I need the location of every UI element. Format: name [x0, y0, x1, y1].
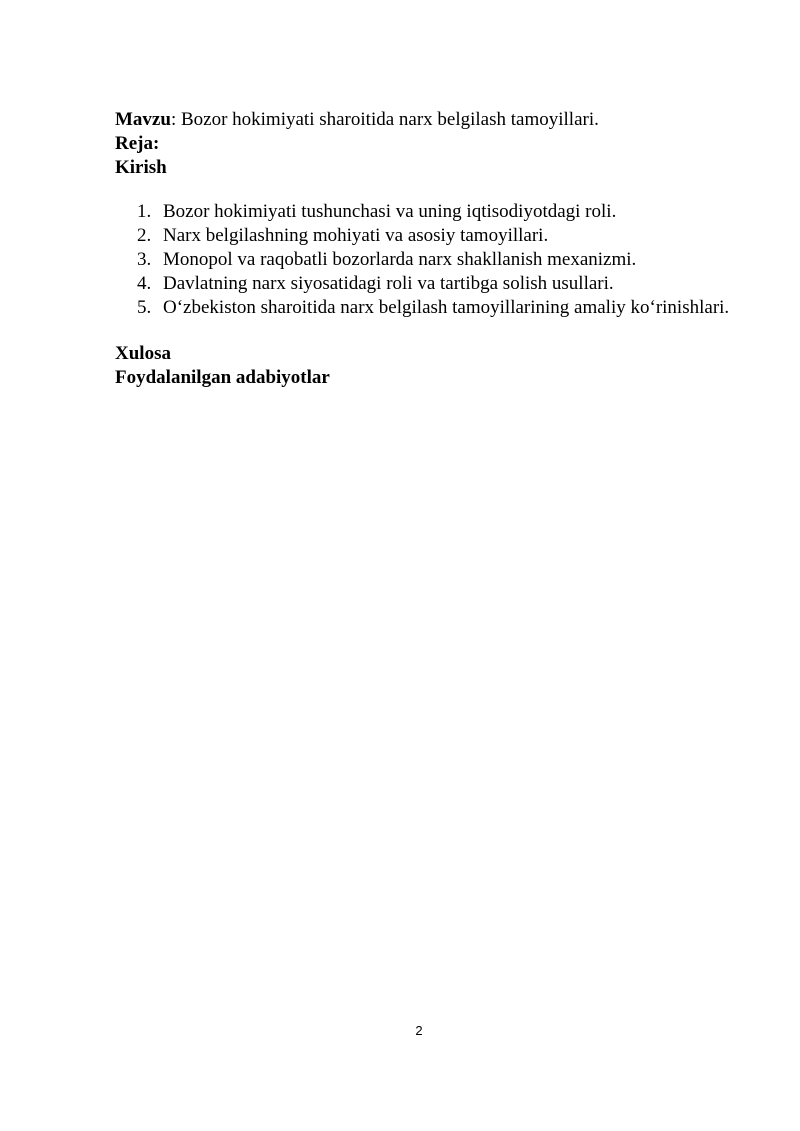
topic-text: Bozor hokimiyati sharoitida narx belgilash tamoyillari. — [176, 109, 599, 130]
plan-item-number: 3. — [137, 249, 152, 270]
plan-item-text: Narx belgilashning mohiyati va asosiy tamoyillari. — [163, 225, 549, 246]
plan-item — [115, 200, 755, 224]
page-number: 2 — [415, 1023, 423, 1038]
plan-item-text: Monopol va raqobatli bozorlarda narx shakllanish mexanizmi. — [163, 249, 637, 270]
plan-item-number: 5. — [137, 297, 152, 318]
topic-line — [115, 108, 755, 132]
document-body — [115, 108, 755, 390]
plan-list — [115, 200, 755, 320]
plan-item-number: 2. — [137, 225, 152, 246]
plan-item — [115, 224, 755, 248]
plan-heading: Reja: — [115, 133, 160, 154]
topic-separator: : — [170, 109, 177, 130]
plan-item-number: 4. — [137, 273, 152, 294]
references-heading: Foydalanilgan adabiyotlar — [115, 367, 330, 388]
plan-item — [115, 272, 755, 296]
plan-item-text: O‘zbekiston sharoitida narx belgilash tamoyillarining amaliy ko‘rinishlari. — [163, 297, 730, 318]
topic-label: Mavzu — [115, 109, 171, 130]
plan-item-text: Bozor hokimiyati tushunchasi va uning iqtisodiyotdagi roli. — [163, 201, 617, 222]
plan-item — [115, 296, 755, 320]
conclusion-heading: Xulosa — [115, 343, 171, 364]
plan-item-number: 1. — [137, 201, 152, 222]
intro-heading: Kirish — [115, 157, 167, 178]
plan-item — [115, 248, 755, 272]
plan-item-text: Davlatning narx siyosatidagi roli va tartibga solish usullari. — [163, 273, 614, 294]
